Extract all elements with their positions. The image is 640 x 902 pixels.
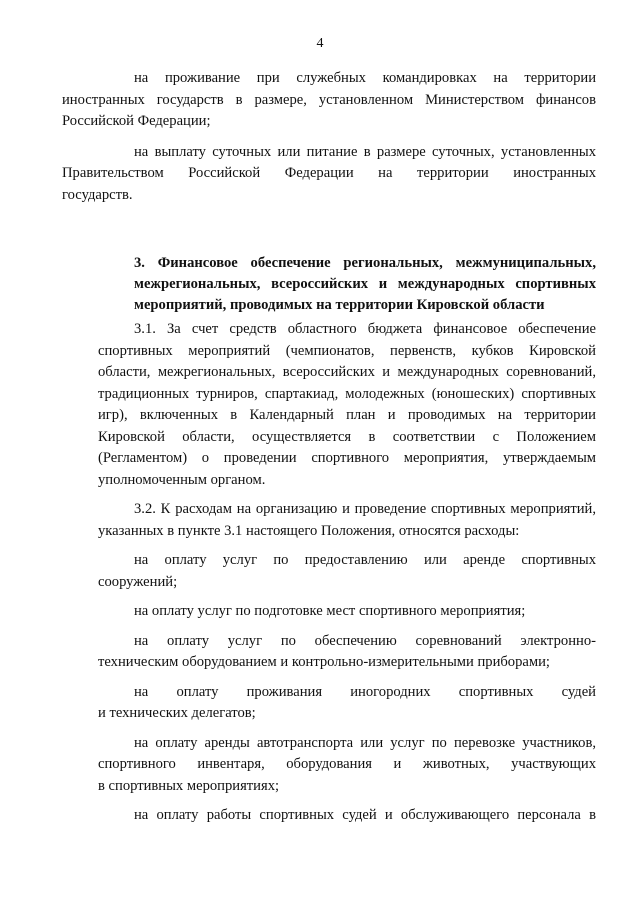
text-line: Российской Федерации;	[62, 113, 211, 129]
paragraph-item	[98, 550, 596, 593]
heading-line: межрегиональных, всероссийских и международных спортивных	[134, 276, 596, 292]
text-line: 3.2. К расходам на организацию и проведение спортивных мероприятий,	[134, 501, 596, 517]
text-line: на оплату услуг по подготовке мест спортивного мероприятия;	[134, 603, 526, 619]
paragraph-3-2	[98, 499, 596, 542]
text-line: (Регламентом) о проведении спортивного мероприятия, утверждаемым	[98, 450, 596, 466]
text-line: на оплату проживания иногородних спортивных судей	[134, 683, 596, 700]
text-line: государств.	[62, 186, 133, 203]
page-number: 4	[316, 36, 324, 51]
section-heading	[134, 253, 596, 316]
heading-line: мероприятий, проводимых на территории Кировской области	[134, 297, 545, 313]
text-line: спортивного инвентаря, оборудования и животных, участвующих	[98, 756, 596, 772]
top-text-block	[62, 68, 596, 206]
text-line: и технических делегатов;	[98, 705, 256, 721]
text-line: 3.1. За счет средств областного бюджета финансовое обеспечение	[134, 321, 596, 337]
text-line: игр), включенных в Календарный план и проводимых на территории	[98, 407, 596, 423]
body-text-block	[98, 319, 596, 827]
text-line: иностранных государств в размере, установленном Министерством финансов	[62, 91, 596, 108]
text-line: на выплату суточных или питание в размере суточных, установленных	[134, 143, 596, 160]
text-line: области, межрегиональных, всероссийских и международных соревнований,	[98, 364, 596, 380]
text-line: на оплату работы спортивных судей и обслуживающего персонала в	[134, 807, 596, 823]
paragraph	[62, 142, 596, 207]
paragraph	[62, 68, 596, 133]
text-line: на оплату аренды автотранспорта или услуг по перевозке участников,	[134, 734, 596, 751]
text-line: спортивных мероприятий (чемпионатов, первенств, кубков Кировской	[98, 342, 596, 359]
text-line: Правительством Российской Федерации на территории иностранных	[62, 165, 596, 181]
text-line: на оплату услуг по предоставлению или аренде спортивных	[134, 552, 596, 568]
paragraph-3-1	[98, 319, 596, 491]
paragraph-item	[98, 601, 596, 623]
text-line: техническим оборудованием и контрольно-измерительными приборами;	[98, 654, 550, 670]
text-line: сооружений;	[98, 573, 178, 590]
text-line: указанных в пункте 3.1 настоящего Положения, относятся расходы:	[98, 522, 520, 539]
text-line: уполномоченным органом.	[98, 471, 266, 488]
paragraph-item	[98, 805, 596, 827]
text-line: традиционных турниров, спартакиад, молодежных (юношеских) спортивных	[98, 385, 596, 402]
text-line: на проживание при служебных командировках на территории	[134, 70, 596, 86]
paragraph-item	[98, 682, 596, 725]
heading-line: 3. Финансовое обеспечение региональных, межмуниципальных,	[134, 255, 596, 271]
paragraph-item	[98, 733, 596, 798]
text-line: в спортивных мероприятиях;	[98, 777, 280, 794]
paragraph-item	[98, 631, 596, 674]
text-line: на оплату услуг по обеспечению соревнований электронно-	[134, 632, 596, 649]
text-line: Кировской области, осуществляется в соответствии с Положением	[98, 428, 596, 445]
